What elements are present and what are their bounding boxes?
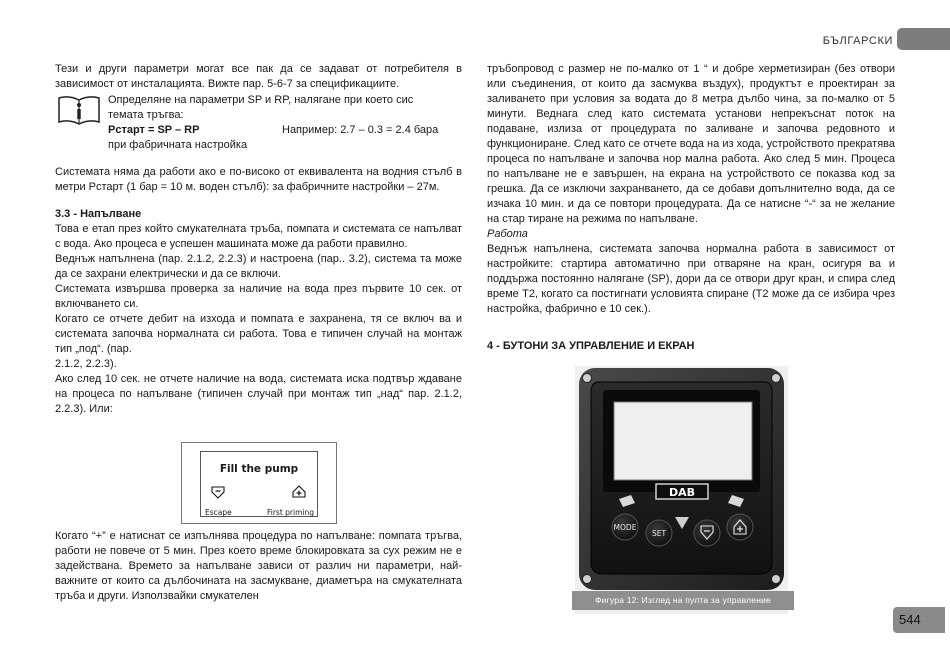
page-number: 544 (893, 607, 945, 633)
right-column (487, 62, 895, 354)
paragraph: Веднъж напълнена, системата започва нормална работа в зависимост от настройките: стартира автоматично при отваряне на кран, осигуря ва и поддържа постоянно налягане (SP), дори да се отвори друг кран, и спира след време T2, когато са постигнати условията спиране (T2 може да се избира чрез настройка, фабрично е 10 сек.). (487, 243, 895, 315)
mode-button[interactable] (612, 514, 638, 540)
lcd-screen (200, 451, 318, 517)
info-line: темата тръгва: (108, 109, 184, 121)
minus-button[interactable] (694, 520, 720, 546)
formula-example: Например: 2.7 – 0.3 = 2.4 бара (282, 124, 439, 136)
paragraph: Системата няма да работи ако е по-високо от еквивалента на водния стълб в метри Pстарт (1 бар = 10 м. воден стълб): за фабричните настройки – 27м. (55, 166, 462, 193)
info-book-icon (57, 95, 101, 125)
screw-hole (772, 575, 781, 584)
paragraph: Ако след 10 сек. не отчете наличие на вода, системата иска подтвър ждаване на процеса по напълване (типичен случай при монтаж тип „над“ пар. 2.1.2, 2.2.3). Или: (55, 373, 462, 415)
lcd-figure (181, 442, 337, 524)
minus-down-icon (211, 485, 225, 499)
lcd-display (614, 402, 752, 480)
left-column (55, 62, 462, 417)
paragraph: Системата извършва проверка за наличие на вода през първите 10 сек. от включването си. (55, 283, 462, 310)
info-line: Определяне на параметри SP и RP, налягане при което сис (108, 94, 414, 106)
plus-button[interactable] (727, 514, 753, 540)
paragraph: Когато се отчете дебит на изхода и помпата е захранена, тя се включ ва и системата започва нормалната си работа. Това е типичен случай на монтаж тип „под“. (пар. (55, 313, 462, 355)
paragraph: Когато “+” е натиснат се изпълнява процедура по напълване: помпата тръгва, работи не повече от 5 мин. През което време блокировката за сух режим не е задействана. Времето за напълване зависи от различ ни параметри, най-важните от които са дълбочината на засмукване, диаметъра на смукателната тръба и други. Използвайки смукателен (55, 530, 462, 602)
paragraph: Веднъж напълнена (пар. 2.1.2, 2.2.3) и настроена (пар.. 3.2), система та може да се захрани електрически и да се включи. (55, 253, 462, 280)
lcd-escape-label: Escape (205, 508, 232, 517)
screw-hole (583, 374, 592, 383)
figure-caption: Фигура 12: Изглед на пулта за управление (572, 591, 794, 610)
mode-button-label: MODE (613, 523, 637, 532)
formula-note: при фабричната настройка (108, 139, 248, 151)
left-column-bottom (55, 529, 462, 604)
language-tab (897, 28, 950, 50)
formula-row (108, 123, 462, 138)
paragraph: 2.1.2, 2.2.3). (55, 358, 117, 370)
lcd-first-priming-label: First priming (267, 508, 314, 517)
screw-hole (583, 575, 592, 584)
set-button[interactable] (646, 520, 672, 546)
control-panel-image (575, 366, 788, 614)
screw-hole (772, 374, 781, 383)
set-button-label: SET (651, 529, 667, 538)
plus-up-icon (292, 485, 306, 499)
paragraph: тръбопровод с размер не по-малко от 1 “ и добре херметизиран (без отвори или съединения, от които да засмуква въздух), продуктът е проектиран за заливането при условия за водата до 8 метра дълбо чина, за по-малко от 5 минути. Веднага след като системата установи непрекъснат поток на подаване, излиза от процедурата по заливане и започва редовното и функциониране. След като се отчете вода на из хода, устройството прекратява процеса по напълване и започва нор мална работа. Ако след 5 мин. Процеса по напълване не е завършен, на екрана на устройството се показва код за грешка. Да се изключи захранването, да се добави допълнително вода, да се изчака 10 мин. и да се повтори процедурата. Да се натисне “-“ за не желание на стар тиране на режима по напълване. (487, 63, 895, 225)
info-note (55, 93, 462, 153)
section-title: 3.3 - Напълване (55, 208, 142, 220)
paragraph: Това е етап през който смукателната тръба, помпата и системата се напълват с вода. Ако процеса е успешен машината може да работи правилно. (55, 223, 462, 250)
section-title: 4 - БУТОНИ ЗА УПРАВЛЕНИЕ И ЕКРАН (487, 340, 695, 352)
formula: Pстарт = SP – RP (108, 124, 200, 136)
paragraph: Тези и други параметри могат все пак да се задават от потребителя в зависимост от инсталацията. Вижте пар. 5-6-7 за спецификациите. (55, 63, 462, 90)
brand-logo: DAB (668, 486, 696, 499)
subtitle: Работа (487, 228, 528, 240)
language-label: БЪЛГАРСКИ (822, 35, 893, 47)
lcd-title: Fill the pump (219, 463, 299, 475)
